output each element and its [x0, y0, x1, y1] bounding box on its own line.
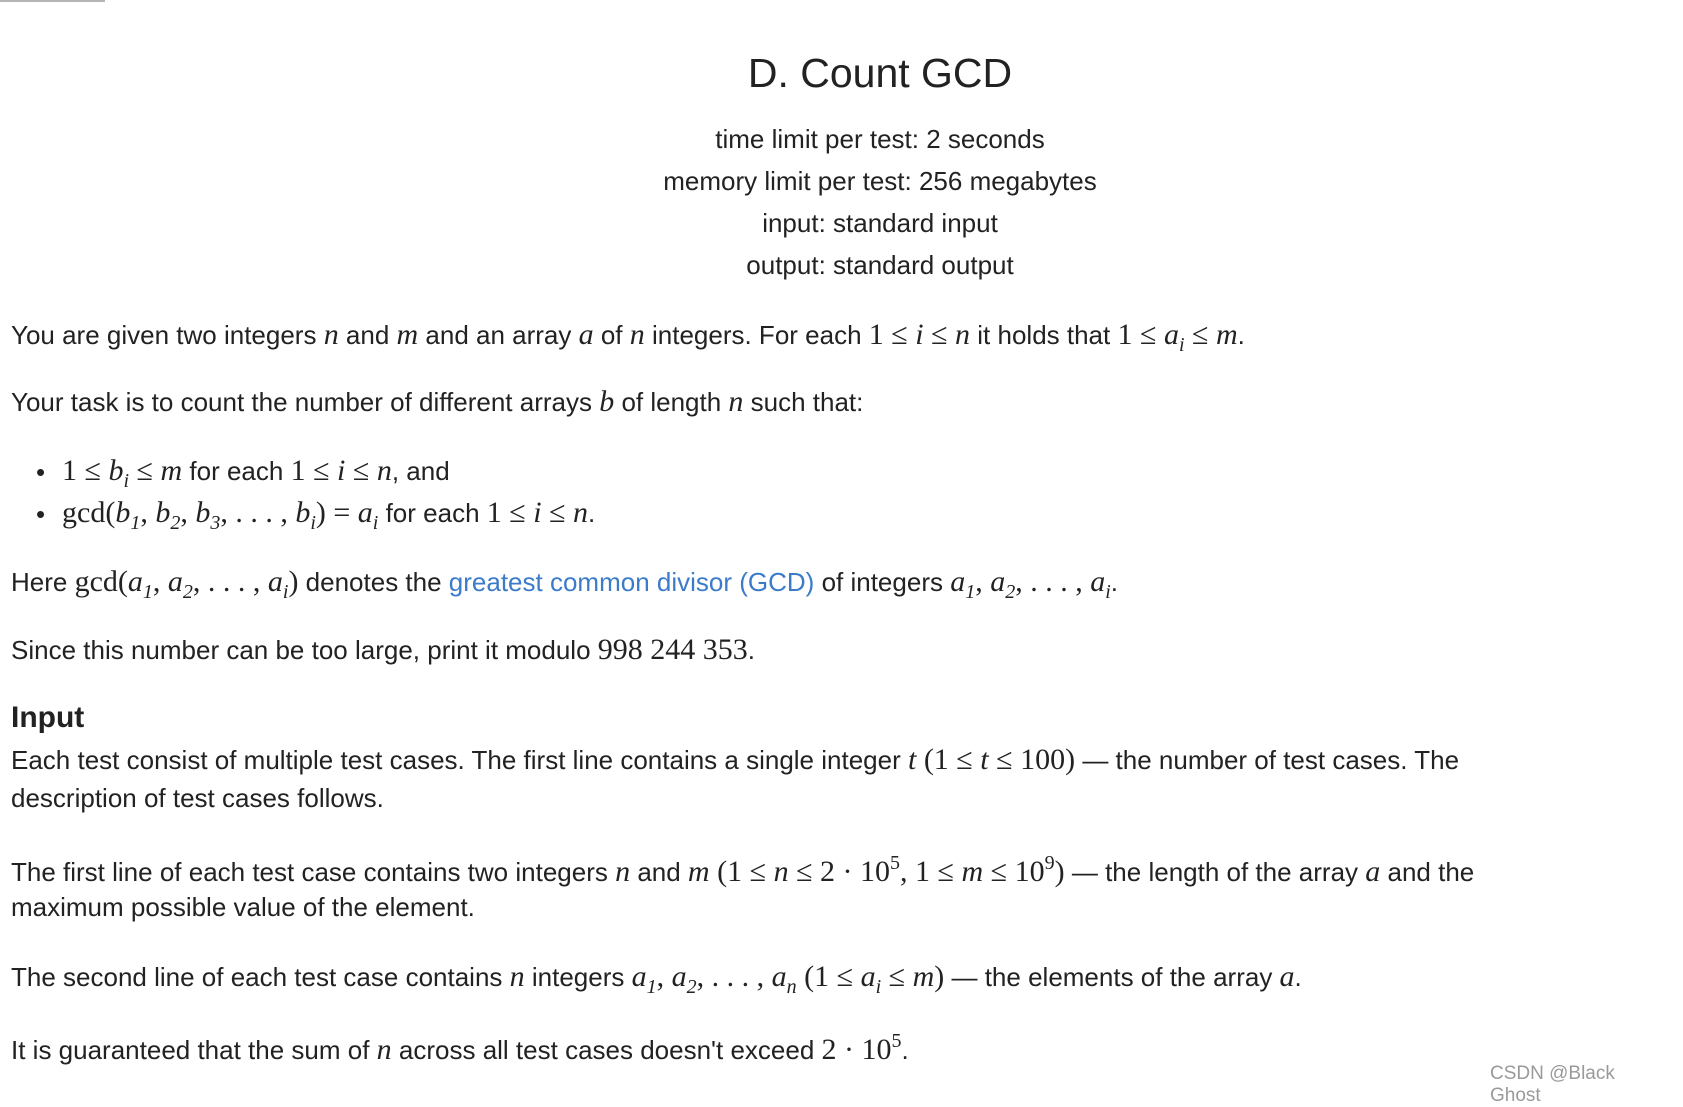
math: a — [950, 565, 966, 598]
math: a — [860, 960, 876, 993]
math: 1 ≤ — [486, 496, 534, 529]
text: description of test cases follows. — [11, 783, 384, 813]
math: 1 ≤ — [62, 454, 109, 487]
math: ≤ 100) — [988, 743, 1076, 776]
input-line-3 — [11, 960, 1302, 999]
math: a — [631, 960, 647, 993]
math: a — [578, 318, 594, 351]
math: (1 ≤ — [709, 855, 774, 888]
bullet-dot: • — [36, 457, 46, 487]
condition-2 — [62, 496, 595, 535]
math: 1 — [646, 976, 657, 998]
text: of length — [614, 387, 729, 417]
math: , 1 ≤ — [900, 855, 962, 888]
math: n — [509, 960, 525, 993]
math: i — [310, 512, 316, 534]
text: denotes the — [298, 567, 449, 597]
task-paragraph — [11, 385, 863, 419]
math: m — [396, 318, 419, 351]
gcd-link[interactable]: greatest common divisor (GCD) — [448, 567, 815, 597]
math: ≤ — [345, 454, 377, 487]
text: — the number of test cases. The — [1075, 745, 1460, 775]
condition-1 — [62, 454, 450, 493]
text: and the — [1380, 857, 1475, 887]
math: ≤ 2 · 10 — [788, 855, 891, 888]
math: n — [786, 976, 797, 998]
text: and — [338, 320, 397, 350]
math: ) = — [315, 496, 358, 529]
math: (1 ≤ — [796, 960, 861, 993]
math: , — [140, 496, 156, 529]
text: Your task is to count the number of different arrays — [11, 387, 600, 417]
memory-limit: memory limit per test: 256 megabytes — [663, 166, 1097, 196]
math: b — [295, 496, 311, 529]
math: ≤ 10 — [983, 855, 1045, 888]
bullet-dot: • — [36, 499, 46, 529]
text: . — [1294, 962, 1302, 992]
text: and — [630, 857, 688, 887]
math: b — [115, 496, 131, 529]
text: , and — [391, 456, 450, 486]
math: 5 — [890, 852, 901, 874]
math: , — [180, 496, 196, 529]
math: 1 ≤ — [290, 454, 338, 487]
constraint-note — [11, 1030, 909, 1067]
math: 2 · 10 — [821, 1033, 892, 1066]
math: b — [599, 385, 615, 418]
math: 2 — [1005, 581, 1016, 603]
text: of integers — [814, 567, 951, 597]
math: m — [961, 855, 984, 888]
math: m — [1215, 318, 1238, 351]
math: 1 — [142, 581, 153, 603]
math: gcd( — [62, 496, 116, 529]
math: ≤ — [923, 318, 956, 351]
math: i — [372, 512, 379, 534]
text: Here — [11, 567, 75, 597]
math: gcd( — [74, 565, 128, 598]
math: n — [323, 318, 339, 351]
math: b — [195, 496, 211, 529]
input-line-1 — [11, 743, 1459, 777]
input-line-2b — [11, 892, 475, 923]
math: 1 ≤ — [1117, 318, 1164, 351]
intro-paragraph — [11, 318, 1245, 357]
math: ) — [288, 565, 299, 598]
text: The second line of each test case contains — [11, 962, 510, 992]
top-scroll-indicator — [0, 0, 105, 2]
math: a — [1090, 565, 1106, 598]
math: ) — [1054, 855, 1065, 888]
math: 2 — [686, 976, 697, 998]
input-heading — [11, 701, 84, 735]
math: a — [771, 960, 787, 993]
text: . — [1110, 567, 1118, 597]
math: 1 ≤ — [868, 318, 916, 351]
math: n — [615, 855, 631, 888]
text: across all test cases doesn't exceed — [391, 1035, 822, 1065]
math: , . . . , — [192, 565, 268, 598]
math: ≤ — [129, 454, 161, 487]
math: i — [533, 496, 542, 529]
math: a — [167, 565, 183, 598]
text: You are given two integers — [11, 320, 324, 350]
text: it holds that — [970, 320, 1118, 350]
math: , . . . , — [220, 496, 296, 529]
problem-title: D. Count GCD — [747, 50, 1013, 96]
input-line-2 — [11, 852, 1474, 889]
time-limit: time limit per test: 2 seconds — [715, 124, 1045, 154]
math: 3 — [210, 512, 221, 534]
math: (1 ≤ — [916, 743, 981, 776]
math: i — [875, 976, 882, 998]
math: a — [1163, 318, 1179, 351]
math: , — [975, 565, 991, 598]
text: It is guaranteed that the sum of — [11, 1035, 377, 1065]
math: n — [629, 318, 645, 351]
math: a — [1365, 855, 1381, 888]
math: a — [671, 960, 687, 993]
math: t — [907, 743, 917, 776]
math: , — [152, 565, 168, 598]
math: n — [773, 855, 789, 888]
math: , . . . , — [696, 960, 772, 993]
math: m — [912, 960, 935, 993]
math: 5 — [891, 1030, 902, 1052]
math: n — [376, 1033, 392, 1066]
text: . — [1237, 320, 1245, 350]
math: n — [573, 496, 589, 529]
math: a — [990, 565, 1006, 598]
math: a — [357, 496, 373, 529]
math: i — [337, 454, 346, 487]
math: 1 — [965, 581, 976, 603]
text: — the elements of the array — [944, 962, 1280, 992]
math: m — [687, 855, 710, 888]
text: . — [901, 1035, 909, 1065]
text: maximum possible value of the element. — [11, 892, 475, 922]
text: integers. For each — [644, 320, 869, 350]
math: i — [282, 581, 289, 603]
text: such that: — [743, 387, 864, 417]
math: n — [376, 454, 392, 487]
text: and an array — [418, 320, 579, 350]
math: n — [728, 385, 744, 418]
math: i — [123, 470, 130, 492]
math: n — [955, 318, 971, 351]
math: 1 — [130, 512, 141, 534]
watermark: CSDN @Black Ghost — [1490, 1063, 1634, 1106]
math: a — [127, 565, 143, 598]
math: ) — [934, 960, 945, 993]
text: for each — [378, 498, 487, 528]
math: a — [267, 565, 283, 598]
input-spec: input: standard input — [762, 208, 998, 238]
input-line-1b — [11, 783, 384, 814]
output-spec: output: standard output — [746, 250, 1014, 280]
gcd-definition — [11, 565, 1118, 604]
math: t — [980, 743, 989, 776]
math: m — [160, 454, 183, 487]
text: The first line of each test case contains two integers — [11, 857, 616, 887]
text: Since this number can be too large, print it modulo — [11, 635, 598, 665]
math: , . . . , — [1015, 565, 1091, 598]
math: i — [915, 318, 924, 351]
math: 2 — [182, 581, 193, 603]
text: for each — [182, 456, 291, 486]
math: 998 244 353 — [597, 633, 748, 666]
math: , — [656, 960, 672, 993]
text: Each test consist of multiple test cases. The first line contains a single integer — [11, 745, 908, 775]
math: b — [108, 454, 124, 487]
text: — the length of the array — [1064, 857, 1366, 887]
math: ≤ — [881, 960, 913, 993]
modulo-note — [11, 633, 755, 667]
text: of — [593, 320, 630, 350]
math: i — [1105, 581, 1111, 603]
text: integers — [524, 962, 632, 992]
math: 9 — [1044, 852, 1055, 874]
math: a — [1279, 960, 1295, 993]
text: . — [588, 498, 596, 528]
math: ≤ — [541, 496, 574, 529]
math: i — [1178, 334, 1185, 356]
text: . — [747, 635, 755, 665]
math: 2 — [170, 512, 181, 534]
section-heading: Input — [11, 701, 85, 734]
math: ≤ — [1184, 318, 1216, 351]
math: b — [155, 496, 171, 529]
